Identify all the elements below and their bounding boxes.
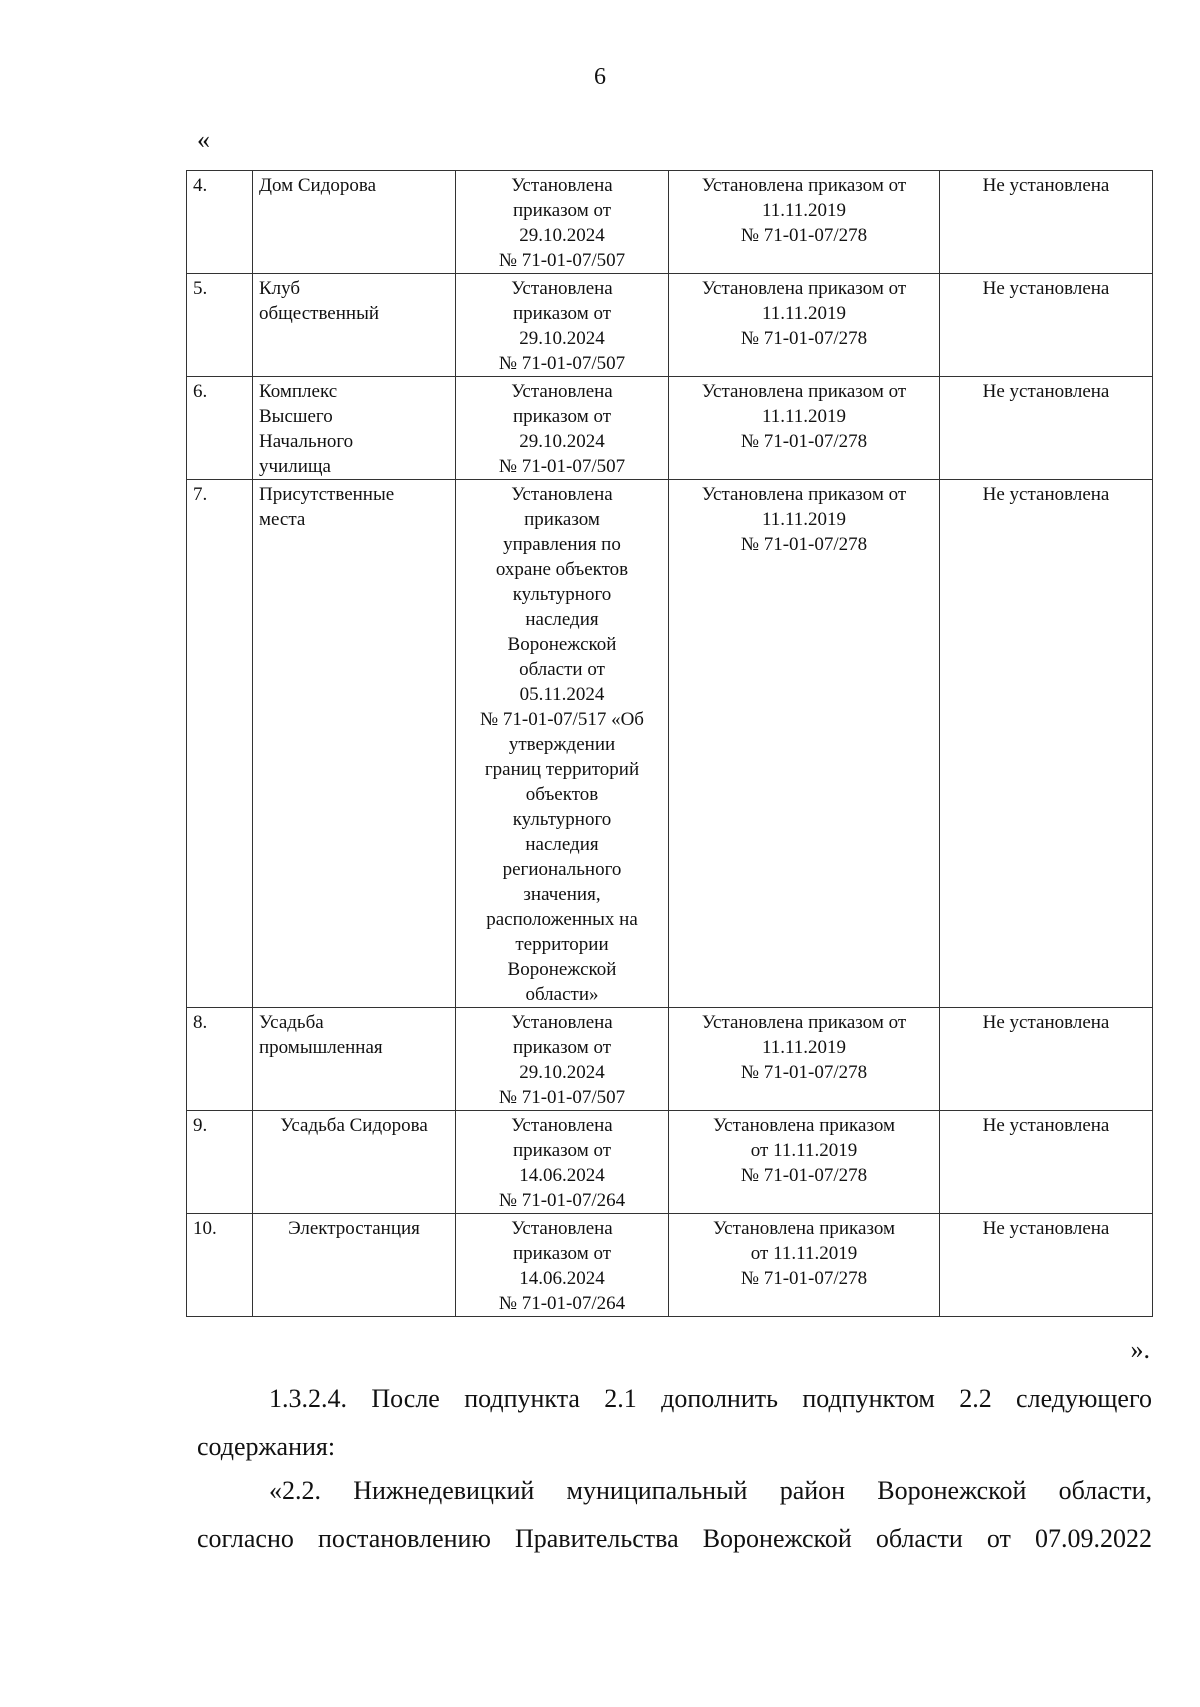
cell-line: № 71-01-07/264: [498, 1190, 626, 1211]
cell-line: Установлена приказом от: [701, 484, 907, 505]
cell-line: Усадьба: [259, 1012, 324, 1033]
cell-line: Установлена: [511, 381, 613, 402]
protection-zone-cell: [669, 480, 940, 1008]
paragraph-line: «2.2. Нижнедевицкий муниципальный район Воронежской области,: [269, 1476, 1152, 1505]
cell-line: Установлена приказом: [713, 1218, 895, 1239]
paragraph-2-2: [197, 1467, 1152, 1563]
cell-line: Усадьба Сидорова: [280, 1115, 428, 1136]
cell-line: Установлена приказом от: [701, 175, 907, 196]
cell-line: области от: [519, 659, 605, 680]
cell-line: приказом от: [512, 1243, 612, 1264]
cell-line: приказом от: [512, 406, 612, 427]
cell-line: культурного: [512, 809, 612, 830]
closing-quote: ».: [1130, 1335, 1150, 1364]
cell-line: Установлена: [511, 1115, 613, 1136]
object-name-cell: [253, 1111, 456, 1214]
table-row: [187, 1111, 1153, 1214]
cell-line: промышленная: [259, 1037, 383, 1058]
row-number-cell: 4.: [187, 171, 253, 274]
cell-line: наследия: [525, 609, 599, 630]
territory-boundary-cell: [456, 480, 669, 1008]
opening-quote: «: [197, 125, 210, 154]
cell-line: Не установлена: [982, 175, 1110, 196]
cell-line: Установлена приказом от: [701, 278, 907, 299]
cell-line: границ территорий: [484, 759, 640, 780]
cell-line: 29.10.2024: [519, 431, 605, 452]
cell-line: от 11.11.2019: [750, 1243, 858, 1264]
object-name-cell: [253, 1008, 456, 1111]
cell-line: № 71-01-07/278: [740, 534, 868, 555]
cell-line: Не установлена: [982, 381, 1110, 402]
cell-line: № 71-01-07/278: [740, 1165, 868, 1186]
cell-line: 11.11.2019: [761, 509, 847, 530]
object-name-cell: [253, 171, 456, 274]
cell-line: 14.06.2024: [519, 1165, 605, 1186]
cell-line: Установлена приказом: [713, 1115, 895, 1136]
cell-line: Высшего: [259, 406, 333, 427]
table-row: [187, 480, 1153, 1008]
cell-line: управления по: [503, 534, 621, 555]
cell-line: Начального: [259, 431, 354, 452]
cell-line: от 11.11.2019: [750, 1140, 858, 1161]
cell-line: Присутственные: [259, 484, 395, 505]
territory-boundary-cell: [456, 274, 669, 377]
cell-line: Установлена приказом от: [701, 1012, 907, 1033]
cell-line: № 71-01-07/278: [740, 225, 868, 246]
cell-line: утверждении: [508, 734, 616, 755]
cell-line: Не установлена: [982, 1218, 1110, 1239]
protection-obligation-cell: [940, 274, 1153, 377]
cell-line: охране объектов: [495, 559, 629, 580]
cell-line: Не установлена: [982, 484, 1110, 505]
protection-obligation-cell: [940, 377, 1153, 480]
cell-line: Установлена: [511, 484, 613, 505]
object-name-cell: [253, 1214, 456, 1317]
table-body: [187, 171, 1153, 1317]
territory-boundary-cell: [456, 1111, 669, 1214]
protection-zone-cell: [669, 274, 940, 377]
cell-line: 14.06.2024: [519, 1268, 605, 1289]
cell-line: Электростанция: [288, 1218, 420, 1239]
row-number-cell: 5.: [187, 274, 253, 377]
row-number-cell: 8.: [187, 1008, 253, 1111]
territory-boundary-cell: [456, 1214, 669, 1317]
cell-line: Установлена: [511, 1012, 613, 1033]
protection-obligation-cell: [940, 480, 1153, 1008]
row-number-cell: 6.: [187, 377, 253, 480]
table-row: [187, 274, 1153, 377]
protection-obligation-cell: [940, 1214, 1153, 1317]
territory-boundary-cell: [456, 377, 669, 480]
cell-line: 11.11.2019: [761, 1037, 847, 1058]
cell-line: приказом от: [512, 1140, 612, 1161]
object-name-cell: [253, 377, 456, 480]
table-row: [187, 377, 1153, 480]
cell-line: Воронежской: [507, 634, 617, 655]
cell-line: места: [259, 509, 306, 530]
paragraph-line: согласно постановлению Правительства Воронежской области от 07.09.2022: [197, 1524, 1152, 1553]
cell-line: 05.11.2024: [519, 684, 605, 705]
cell-line: приказом от: [512, 200, 612, 221]
cell-line: приказом от: [512, 303, 612, 324]
paragraph-1-3-2-4: [197, 1375, 1152, 1471]
cell-line: Установлена: [511, 1218, 613, 1239]
paragraph-line: содержания:: [197, 1432, 336, 1461]
protection-obligation-cell: [940, 1111, 1153, 1214]
cell-line: 29.10.2024: [519, 1062, 605, 1083]
object-name-cell: [253, 274, 456, 377]
paragraph-line: 1.3.2.4. После подпункта 2.1 дополнить подпунктом 2.2 следующего: [269, 1384, 1152, 1413]
cell-line: Клуб: [259, 278, 301, 299]
cell-line: Дом Сидорова: [259, 175, 377, 196]
cell-line: наследия: [525, 834, 599, 855]
row-number-cell: 9.: [187, 1111, 253, 1214]
cell-line: № 71-01-07/278: [740, 1268, 868, 1289]
cell-line: № 71-01-07/507: [498, 456, 626, 477]
cell-line: Установлена: [511, 278, 613, 299]
cell-line: Не установлена: [982, 1115, 1110, 1136]
cell-line: № 71-01-07/507: [498, 250, 626, 271]
protection-zone-cell: [669, 1008, 940, 1111]
cell-line: приказом от: [512, 1037, 612, 1058]
object-name-cell: [253, 480, 456, 1008]
protection-zone-cell: [669, 377, 940, 480]
table-row: [187, 1214, 1153, 1317]
row-number-cell: 10.: [187, 1214, 253, 1317]
cell-line: 29.10.2024: [519, 225, 605, 246]
cell-line: 29.10.2024: [519, 328, 605, 349]
table-row: [187, 1008, 1153, 1111]
cell-line: № 71-01-07/278: [740, 1062, 868, 1083]
cell-line: № 71-01-07/507: [498, 1087, 626, 1108]
protection-zone-cell: [669, 1214, 940, 1317]
protection-obligation-cell: [940, 171, 1153, 274]
page-number: 6: [594, 64, 606, 90]
cell-line: училища: [259, 456, 331, 477]
table-row: [187, 171, 1153, 274]
territory-boundary-cell: [456, 1008, 669, 1111]
heritage-objects-table: [186, 170, 1153, 1317]
cell-line: № 71-01-07/264: [498, 1293, 626, 1314]
protection-zone-cell: [669, 1111, 940, 1214]
territory-boundary-cell: [456, 171, 669, 274]
cell-line: 11.11.2019: [761, 303, 847, 324]
cell-line: № 71-01-07/278: [740, 328, 868, 349]
cell-line: значения,: [523, 884, 601, 905]
cell-line: Не установлена: [982, 278, 1110, 299]
cell-line: № 71-01-07/507: [498, 353, 626, 374]
cell-line: Установлена приказом от: [701, 381, 907, 402]
protection-obligation-cell: [940, 1008, 1153, 1111]
cell-line: Комплекс: [259, 381, 338, 402]
cell-line: общественный: [259, 303, 380, 324]
cell-line: приказом: [524, 509, 600, 530]
cell-line: объектов: [525, 784, 599, 805]
cell-line: Не установлена: [982, 1012, 1110, 1033]
cell-line: 11.11.2019: [761, 200, 847, 221]
protection-zone-cell: [669, 171, 940, 274]
cell-line: расположенных на: [486, 909, 638, 930]
cell-line: Воронежской: [507, 959, 617, 980]
cell-line: № 71-01-07/517 «Об: [480, 709, 644, 730]
cell-line: регионального: [502, 859, 622, 880]
cell-line: 11.11.2019: [761, 406, 847, 427]
cell-line: территории: [515, 934, 609, 955]
cell-line: № 71-01-07/278: [740, 431, 868, 452]
cell-line: области»: [525, 984, 599, 1005]
cell-line: культурного: [512, 584, 612, 605]
cell-line: Установлена: [511, 175, 613, 196]
row-number-cell: 7.: [187, 480, 253, 1008]
